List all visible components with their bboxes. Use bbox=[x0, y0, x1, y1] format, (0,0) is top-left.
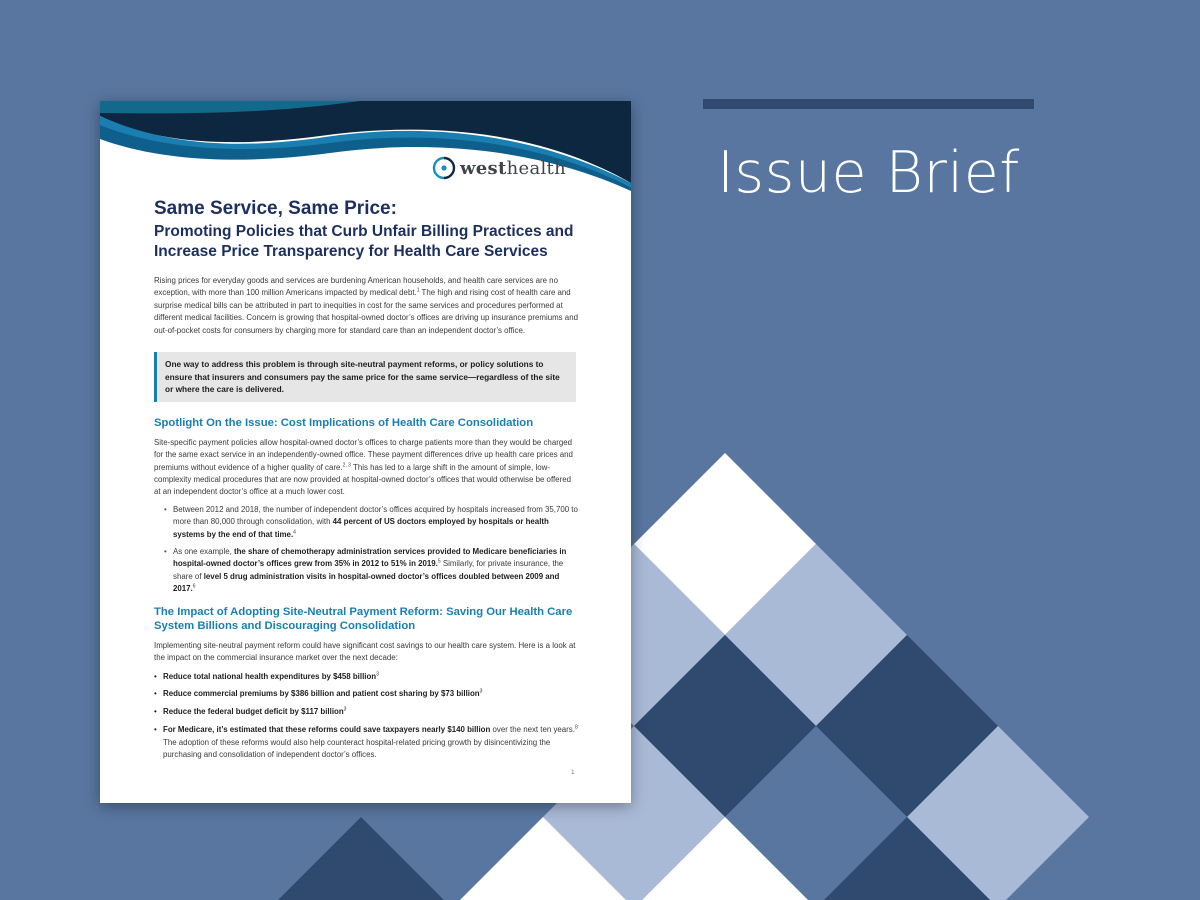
spotlight-paragraph: Site-specific payment policies allow hospital-owned doctor’s offices to charge patients more than they would be charged for the same exact service in an independently-owned office. These payment differences drive up health care prices and premiums without evidence of a higher quality of care.$^{2, 3}$ This has led to a large shift in the amount of simple, low-complexity medical procedures that are now provided at hospital-owned doctor’s offices that would otherwise be offered at an independent doctor’s office at a much lower cost. bbox=[154, 437, 573, 497]
callout-box: One way to address this problem is through site-neutral payment reforms, or policy solutions to ensure that insurers and consumers pay the same price for the same service—regardless of the site or where the care is delivered. bbox=[154, 352, 576, 402]
page-number: 1 bbox=[571, 769, 575, 776]
list-item: • As one example, the share of chemotherapy administration services provided to Medicare beneficiaries in hospital-owned doctor’s offices grew from 35% in 2012 to 51% in 2019.$^5$ Similarly, for private insurance, the share of level 5 drug administration visits in hospital-owned doctor’s offices doubled between 2009 and 2017.$^6$ bbox=[164, 546, 579, 596]
header-rule bbox=[703, 99, 1034, 109]
impact-paragraph: Implementing site-neutral payment reform could have significant cost savings to our health care system. Here is a look at the impact on the commercial insurance market over the next decade: bbox=[154, 640, 576, 663]
document-title: Same Service, Same Price: bbox=[154, 198, 397, 219]
list-item: • Reduce total national health expenditures by $458 billion$^3$ bbox=[154, 671, 579, 683]
impact-bullets bbox=[154, 671, 579, 762]
document-subtitle: Promoting Policies that Curb Unfair Billing Practices and Increase Price Transparency for Health Care Services bbox=[154, 223, 574, 260]
list-item: • Reduce commercial premiums by $386 billion and patient cost sharing by $73 billion$^3$ bbox=[154, 688, 579, 700]
west-health-logo bbox=[432, 156, 566, 180]
spotlight-bullets bbox=[154, 504, 579, 596]
issue-brief-label: Issue Brief bbox=[717, 140, 1020, 206]
list-item: • Reduce the federal budget deficit by $117 billion$^3$ bbox=[154, 706, 579, 718]
section-heading-spotlight: Spotlight On the Issue: Cost Implications of Health Care Consolidation bbox=[154, 416, 534, 429]
document-page bbox=[100, 101, 631, 803]
list-item: • For Medicare, it’s estimated that these reforms could save taxpayers nearly $140 billion over the next ten years.$^8$ The adoption of these reforms would also help counteract hospital-related pricing growth by disincentivizing the purchasing and consolidation of independent doctor’s offices. bbox=[154, 724, 579, 761]
diamond-tile bbox=[270, 817, 452, 900]
logo-text: westhealth bbox=[460, 157, 566, 179]
list-item: • Between 2012 and 2018, the number of independent doctor’s offices acquired by hospitals increased from 35,700 to more than 80,000 through consolidation, with 44 percent of US doctors employed by hospitals or health systems by the end of that time.$^4$ bbox=[164, 504, 579, 541]
document-content bbox=[154, 197, 579, 767]
intro-paragraph: Rising prices for everyday goods and services are burdening American households, and health care services are no exception, with more than 100 million Americans impacted by medical debt.$^1$ The high and rising cost of health care and surprise medical bills can be attributed in part to inequities in cost for the same services and procedures performed at different medical facilities. Concern is growing that hospital-owned doctor’s offices are driving up insurance premiums and out-of-pocket costs for consumers by charging more for standard care than an independent doctor’s office. bbox=[154, 276, 578, 335]
west-health-logo-icon bbox=[432, 156, 456, 180]
section-heading-impact: The Impact of Adopting Site-Neutral Payment Reform: Saving Our Health Care System Billions and Discouraging Consolidation bbox=[154, 605, 573, 632]
